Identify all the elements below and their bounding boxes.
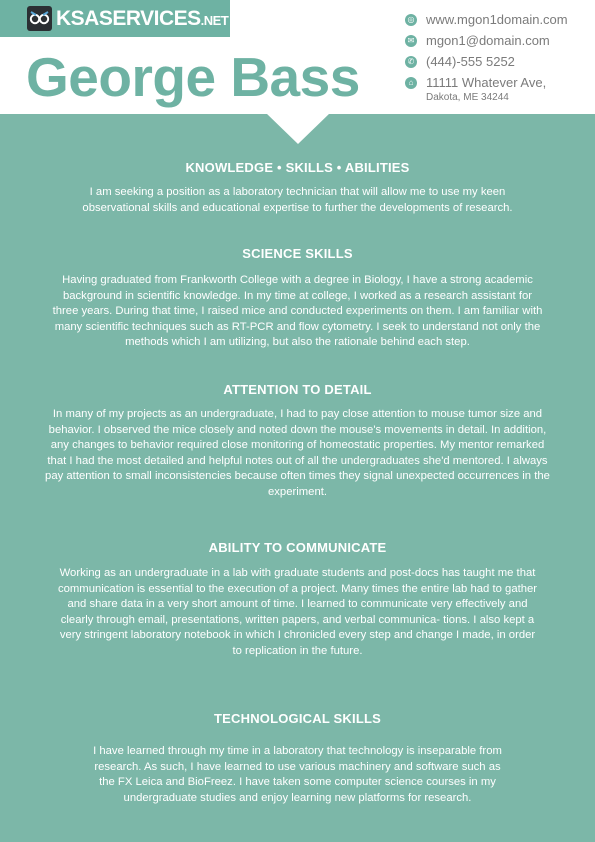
section-body: Working as an undergraduate in a lab with graduate students and post-docs has taught me that communication is essential to the execution of a project. Many times the entire lab had to gather and share data in a very short amount of time. I learned to communicate very effectively and clearly through email, presentations, written papers, and verbal communica- tions. I also kept a very stringent laboratory notebook in which I chronicled every step and change I made, in order to replication in the future. [57,567,538,657]
contact-email[interactable] [405,33,590,54]
section-title: KNOWLEDGE • SKILLS • ABILITIES [185,160,410,175]
phone-icon: ✆ [405,56,417,68]
section-communicate [40,540,555,659]
location-icon: ⌂ [405,77,417,89]
section-title: ATTENTION TO DETAIL [223,382,372,397]
logo[interactable] [0,0,230,37]
logo-brand: KSASERVICES [56,7,201,30]
globe-icon: ◎ [405,14,417,26]
candidate-name: George Bass [26,46,360,108]
section-body: In many of my projects as an undergraduate, I had to pay close attention to mouse tumor size and behavior. I observed the mice closely and noted down the mouse's movements in detail. In addition, any changes to behavior required close monitoring of homeostatic properties. My mentor remarked that I had the most detailed and helpful notes out of all the undergraduates she'd mentored. I always pay attention to small inconsistencies because often times they signal unexpected occurrences in the experiment. [45,408,550,498]
section-body: I am seeking a position as a laboratory technician that will allow me to use my keen observational skills and educational expertise to further the developments of research. [82,186,513,214]
section-body: Having graduated from Frankworth College with a degree in Biology, I have a strong academic background in scientific knowledge. In my time at college, I worked as a research assistant for three years. During that time, I raised mice and conducted experiments on them. I am familiar with many scientific techniques such as RT-PCR and flow cytometry. I seek to understand not only the methods which I am utilizing, but also the rationale behind each step. [52,274,543,348]
section-science-skills [40,246,555,351]
website-text: www.mgon1domain.com [426,12,568,27]
email-text: mgon1@domain.com [426,33,550,48]
section-knowledge [40,160,555,216]
header [0,0,595,114]
contact-phone[interactable] [405,54,590,75]
logo-text [56,8,228,30]
section-title: SCIENCE SKILLS [242,246,353,261]
contact-address [405,75,590,107]
contact-website[interactable] [405,12,590,33]
phone-text: (444)-555 5252 [426,54,515,69]
section-technological [40,711,555,806]
logo-glasses-icon [27,6,52,31]
section-attention-detail [40,382,555,500]
section-body: I have learned through my time in a laboratory that technology is inseparable from research. As such, I have learned to use various machinery and software such as the FX Leica and BioFreez. I have taken some computer science courses in my undergraduate studies and enjoy learning new platforms for research. [93,745,502,804]
section-title: TECHNOLOGICAL SKILLS [214,711,381,726]
header-notch [266,113,330,144]
contact-info [405,12,590,107]
address-line1: 11111 Whatever Ave, [426,75,547,90]
logo-tld: .NET [200,13,229,28]
address-line2: Dakota, ME 34244 [426,92,509,103]
section-title: ABILITY TO COMMUNICATE [208,540,387,555]
mail-icon: ✉ [405,35,417,47]
